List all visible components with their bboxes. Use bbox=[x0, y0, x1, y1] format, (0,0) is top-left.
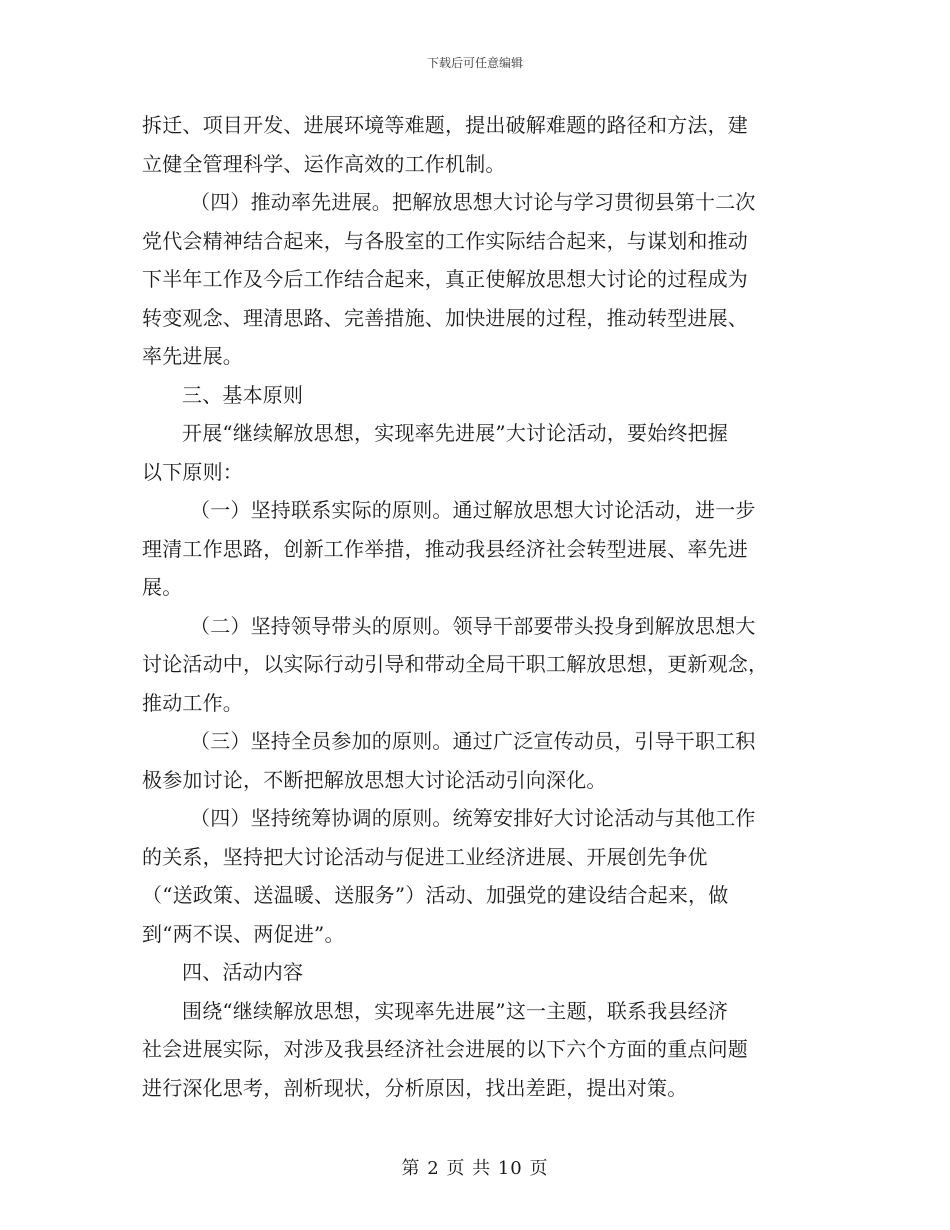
body-line: 的关系，坚持把大讨论活动与促进工业经济进展、开展创先争优 bbox=[142, 844, 708, 869]
body-line: 以下原则： bbox=[142, 459, 243, 484]
section-heading: 四、活动内容 bbox=[182, 960, 304, 984]
body-line: 展。 bbox=[142, 575, 183, 599]
page-header: 下载后可任意编辑 bbox=[426, 56, 523, 70]
body-line: （三）坚持全员参加的原则。通过广泛宣传动员，引导干职工积 bbox=[190, 729, 756, 753]
body-line: 社会进展实际，对涉及我县经济社会进展的以下六个方面的重点问题 bbox=[142, 1037, 748, 1061]
body-line: 推动工作。 bbox=[142, 690, 243, 715]
body-line: （一）坚持联系实际的原则。通过解放思想大讨论活动，进一步 bbox=[190, 498, 756, 522]
body-line: 讨论活动中，以实际行动引导和带动全局干职工解放思想，更新观念， bbox=[142, 652, 769, 676]
body-line: 极参加讨论，不断把解放思想大讨论活动引向深化。 bbox=[142, 767, 607, 792]
body-line: 到“两不误、两促进”。 bbox=[142, 921, 345, 946]
section-heading: 三、基本原则 bbox=[182, 382, 304, 407]
body-line: （“送政策、送温暖、送服务”）活动、加强党的建设结合起来，做 bbox=[142, 883, 729, 907]
body-line: 进行深化思考，剖析现状，分析原因，找出差距，提出对策。 bbox=[142, 1075, 688, 1100]
body-line: 立健全管理科学、运作高效的工作机制。 bbox=[142, 151, 506, 176]
body-line: 率先进展。 bbox=[142, 344, 243, 368]
body-line: （四）推动率先进展。把解放思想大讨论与学习贯彻县第十二次 bbox=[190, 190, 756, 214]
body-line: 围绕“继续解放思想，实现率先进展”这一主题，联系我县经济 bbox=[182, 998, 729, 1023]
page-footer: 第 2 页 共 10 页 bbox=[401, 1158, 549, 1179]
document-body bbox=[142, 106, 802, 1107]
body-line: 转变观念、理清思路、完善措施、加快进展的过程，推动转型进展、 bbox=[142, 305, 748, 330]
body-line: 理清工作思路，创新工作举措，推动我县经济社会转型进展、率先进 bbox=[142, 536, 748, 561]
body-line: 拆迁、项目开发、进展环境等难题，提出破解难题的路径和方法，建 bbox=[142, 113, 748, 137]
body-line: （四）坚持统筹协调的原则。统筹安排好大讨论活动与其他工作 bbox=[190, 806, 756, 830]
body-line: 下半年工作及今后工作结合起来，真正使解放思想大讨论的过程成为 bbox=[142, 267, 748, 291]
body-line: 开展“继续解放思想，实现率先进展”大讨论活动，要始终把握 bbox=[182, 421, 729, 445]
body-line: （二）坚持领导带头的原则。领导干部要带头投身到解放思想大 bbox=[190, 613, 756, 638]
body-line: 党代会精神结合起来，与各股室的工作实际结合起来，与谋划和推动 bbox=[142, 228, 748, 253]
